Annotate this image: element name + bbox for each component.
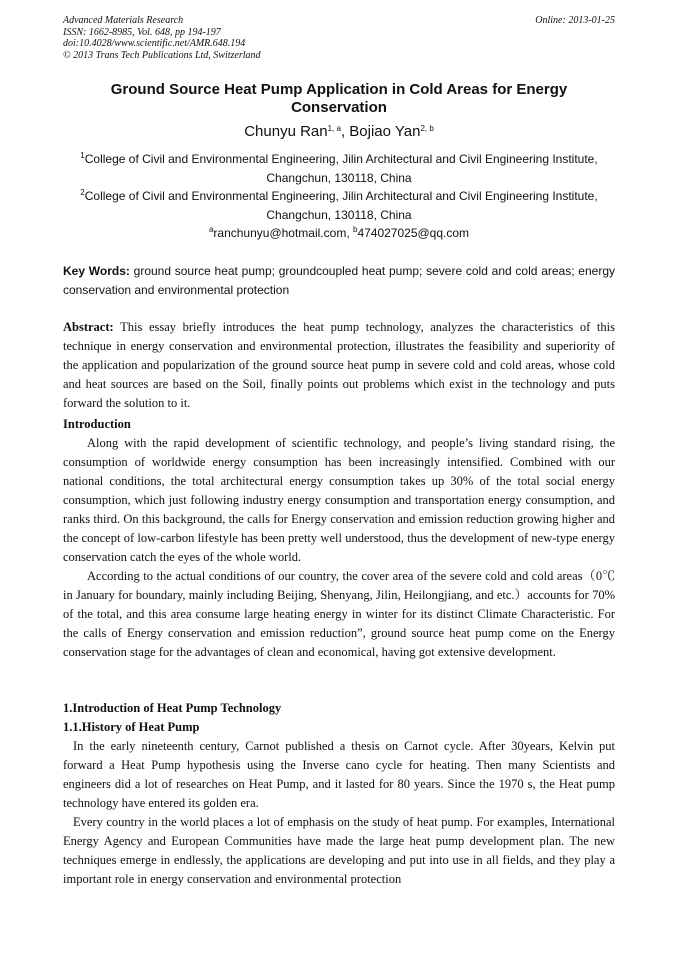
section-heading: 1.Introduction of Heat Pump Technology (63, 701, 282, 715)
author-superscript: 2, b (420, 124, 434, 133)
doi-line[interactable]: doi:10.4028/www.scientific.net/AMR.648.194 (63, 38, 246, 49)
online-date: Online: 2013-01-25 (535, 15, 615, 26)
affiliation-superscript: 2 (80, 188, 85, 197)
abstract-text: This essay briefly introduces the heat pump technology, analyzes the characteristics of this technique in energy conservation and environmental protection, illustrates the feasibility and superiority of the application and popularization of the ground source heat pump in severe cold and cold areas, whose cold and heat sources are based on the Soil, finally points out problems which exist in the technology and puts forward the solution to it. (63, 320, 615, 410)
subsection-heading: 1.1.History of Heat Pump (63, 720, 200, 734)
email-superscript: b (352, 225, 358, 234)
author-line (63, 122, 615, 142)
copyright-line: © 2013 Trans Tech Publications Ltd, Switzerland (63, 49, 261, 61)
abstract-label: Abstract: (63, 320, 114, 334)
affiliation-2 (63, 187, 615, 224)
paragraph: Every country in the world places a lot of emphasis on the study of heat pump. For examples, International Energy Agency and European Communities have made the large heat pump development plan. The new techniques emerge in endlessly, the applications are developing and put into use in all fields, and they play a important role in energy conservation and environmental protection (63, 815, 615, 886)
abstract (63, 318, 615, 413)
journal-header (63, 15, 615, 61)
paragraph: According to the actual conditions of our country, the cover area of the severe cold and cold areas（0℃ in January for boundary, mainly including Beijing, Shenyang, Jilin, Heilongjiang, and etc.）accounts for 70% of the total, and this area consume large heating energy in winter for its distinct Climate Characteristic. For the calls of Energy conservation and emission reduction”, ground source heat pump come on the Energy conservation stage for the advantages of clean and economical, having got extensive development. (63, 569, 615, 659)
paragraph: Along with the rapid development of scientific technology, and people’s living standard rising, the consumption of worldwide energy consumption has been increasingly intensified. Combined with our national conditions, the total architectural energy consumption takes up 30% of the total social energy consumption, which just following industry energy consumption and transportation energy consumption, and ranks third. On this background, the calls for Energy conservation and emission reduction growing higher and the concept of low-carbon lifestyle has been pretty well understood, thus the development of new-type energy conservation catch the eyes of the whole world. (63, 436, 615, 564)
journal-name: Advanced Materials Research (63, 15, 184, 26)
introduction-section (63, 415, 615, 662)
author-superscript: 1, a (327, 124, 341, 133)
email-b[interactable]: 474027025@qq.com (357, 226, 470, 240)
author-name: Chunyu Ran (244, 123, 328, 140)
email-line (63, 224, 615, 243)
affiliation-superscript: 1 (80, 151, 85, 160)
keywords-label: Key Words: (63, 264, 130, 278)
affiliation-text: College of Civil and Environmental Engineering, Jilin Architectural and Civil Engineering Institute, Changchun, 130118, China (84, 152, 598, 185)
issn-line: ISSN: 1662-8985, Vol. 648, pp 194-197 (63, 26, 221, 38)
author-separator: , (340, 123, 350, 140)
email-a[interactable]: ranchunyu@hotmail.com, (213, 226, 353, 240)
keywords (63, 262, 615, 300)
email-superscript: a (208, 225, 214, 234)
author-name: Bojiao Yan (349, 123, 421, 140)
affiliation-text: College of Civil and Environmental Engineering, Jilin Architectural and Civil Engineering Institute, Changchun, 130118, China (84, 189, 598, 222)
affiliation-1 (63, 150, 615, 187)
paper-title: Ground Source Heat Pump Application in Cold Areas for Energy Conservation (110, 81, 568, 116)
section-1 (63, 699, 615, 889)
paragraph: In the early nineteenth century, Carnot published a thesis on Carnot cycle. After 30years, Kelvin put forward a Heat Pump hypothesis using the Inverse cano cycle for heating. Then many Scientists and engineers did a lot of researches on Heat Pump, and it lasted for 80 years. Since the 1970 s, the Heat pump technology have entered its golden era. (63, 739, 615, 810)
keywords-text: ground source heat pump; groundcoupled heat pump; severe cold and cold areas; energy conservation and environmental protection (63, 264, 615, 297)
section-heading: Introduction (63, 417, 131, 431)
affiliations (63, 150, 615, 243)
